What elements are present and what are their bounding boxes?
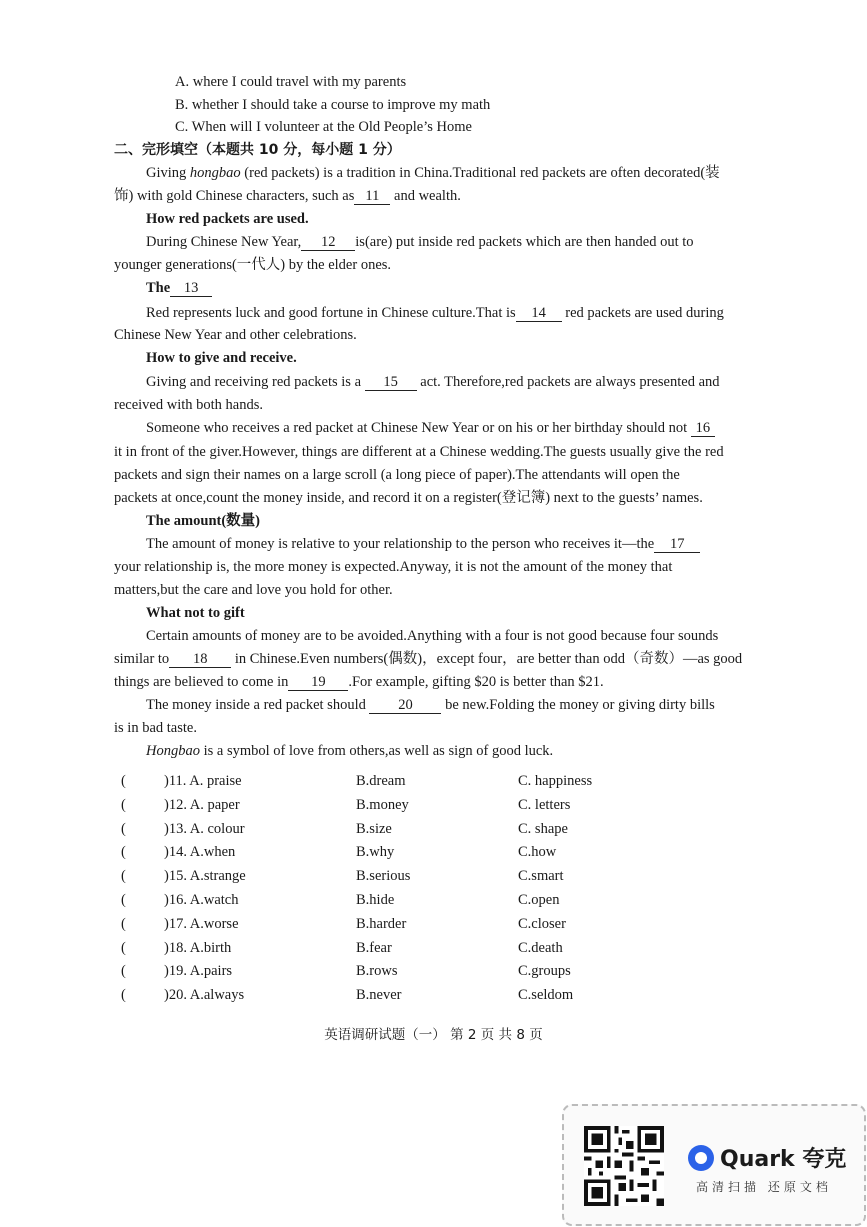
- passage-line: it in front of the giver.However, things are different at a Chinese wedding.The guests usually give the red: [114, 444, 724, 460]
- option-a: )11. A. praise: [164, 773, 242, 789]
- blank-11: 11: [354, 189, 390, 205]
- passage-line: things are believed to come in 19 .For example, gifting $20 is better than $21.: [114, 674, 604, 690]
- blank-19: 19: [288, 675, 348, 691]
- passage-line: Certain amounts of money are to be avoided.Anything with a four is not good because four sounds: [146, 628, 719, 644]
- option-c: C.smart: [518, 868, 564, 884]
- option-a: )14. A.when: [164, 844, 236, 860]
- option-b: B.harder: [356, 916, 407, 932]
- subheading-the: The 13: [146, 279, 212, 297]
- blank-14: 14: [516, 306, 562, 322]
- passage-line: 饰) with gold Chinese characters, such as 11 and wealth.: [114, 188, 461, 204]
- blank-20: 20: [369, 698, 441, 714]
- option-c: C.how: [518, 844, 557, 860]
- option-b: B.why: [356, 844, 395, 860]
- passage-line: your relationship is, the more money is expected.Anyway, it is not the amount of the money that: [114, 559, 673, 575]
- option-a: )15. A.strange: [164, 868, 246, 884]
- blank-12: 12: [301, 235, 355, 251]
- option-b: B.fear: [356, 940, 392, 956]
- section-title: 二、完形填空（本题共 10 分，每小题 1 分）: [114, 142, 401, 158]
- option-a: )19. A.pairs: [164, 963, 233, 979]
- answer-paren: (: [121, 892, 126, 908]
- option-b: B.dream: [356, 773, 406, 789]
- option-c: C. shape: [518, 821, 568, 837]
- quark-watermark: [562, 1104, 866, 1226]
- option-b: B.hide: [356, 892, 395, 908]
- passage-line: Someone who receives a red packet at Chinese New Year or on his or her birthday should not 16: [146, 419, 715, 437]
- prev-option-c: C. When will I volunteer at the Old People’s Home: [175, 119, 472, 135]
- passage-line: similar to 18 in Chinese.Even numbers(偶数)，except four，are better than odd（奇数）—as good: [114, 651, 743, 667]
- blank-13: 13: [170, 281, 212, 297]
- passage-line: Giving and receiving red packets is a 15 act. Therefore,red packets are always presented and: [146, 374, 720, 390]
- option-b: B.serious: [356, 868, 411, 884]
- answer-paren: (: [121, 797, 126, 813]
- option-a: )12. A. paper: [164, 797, 240, 813]
- quark-circle-icon: [688, 1145, 714, 1171]
- passage-line: The money inside a red packet should 20 be new.Folding the money or giving dirty bills: [146, 697, 715, 713]
- passage-line: received with both hands.: [114, 397, 263, 413]
- subheading-give: How to give and receive.: [146, 350, 297, 366]
- option-c: C. letters: [518, 797, 571, 813]
- answer-paren: (: [121, 963, 126, 979]
- option-c: C.groups: [518, 963, 571, 979]
- quark-logo: [688, 1142, 846, 1173]
- option-c: C.closer: [518, 916, 566, 932]
- page-footer: 英语调研试题（一） 第 2 页 共 8 页: [324, 1027, 543, 1043]
- passage-line: packets at once,count the money inside, and record it on a register(登记簿) next to the guests’ names.: [114, 490, 703, 506]
- blank-16: 16: [691, 421, 715, 437]
- subheading-gift: What not to gift: [146, 605, 245, 621]
- blank-17: 17: [654, 537, 700, 553]
- passage-line: Chinese New Year and other celebrations.: [114, 327, 357, 343]
- option-c: C. happiness: [518, 773, 593, 789]
- option-c: C.open: [518, 892, 560, 908]
- answer-paren: (: [121, 844, 126, 860]
- passage-line: younger generations(一代人) by the elder ones.: [114, 257, 392, 273]
- option-a: )17. A.worse: [164, 916, 239, 932]
- answer-paren: (: [121, 987, 126, 1003]
- option-b: B.never: [356, 987, 402, 1003]
- answer-paren: (: [121, 868, 126, 884]
- answer-paren: (: [121, 916, 126, 932]
- option-b: B.size: [356, 821, 392, 837]
- prev-option-a: A. where I could travel with my parents: [175, 74, 407, 90]
- passage-line: Red represents luck and good fortune in Chinese culture.That is 14 red packets are used during: [146, 305, 724, 321]
- quark-brand: Quark 夸克: [720, 1147, 847, 1172]
- passage-line: packets and sign their names on a large scroll (a long piece of paper).The attendants will open the: [114, 467, 680, 483]
- blank-18: 18: [169, 652, 231, 668]
- option-a: )20. A.always: [164, 987, 245, 1003]
- passage-line: Hongbao is a symbol of love from others,as well as sign of good luck.: [146, 743, 554, 759]
- passage-line: Giving hongbao (red packets) is a tradition in China.Traditional red packets are often decorated(装: [146, 165, 720, 181]
- prev-option-b: B. whether I should take a course to improve my math: [175, 97, 491, 113]
- quark-slogan: 高清扫描 还原文档: [696, 1180, 832, 1194]
- subheading-amount: The amount(数量): [146, 513, 260, 529]
- qr-code-icon: [584, 1126, 664, 1206]
- option-a: )13. A. colour: [164, 821, 245, 837]
- option-c: C.death: [518, 940, 563, 956]
- option-b: B.rows: [356, 963, 398, 979]
- subheading-used: How red packets are used.: [146, 211, 309, 227]
- option-a: )18. A.birth: [164, 940, 232, 956]
- passage-line: During Chinese New Year, 12 is(are) put inside red packets which are then handed out to: [146, 234, 694, 250]
- option-c: C.seldom: [518, 987, 574, 1003]
- option-a: )16. A.watch: [164, 892, 239, 908]
- answer-paren: (: [121, 940, 126, 956]
- answer-paren: (: [121, 821, 126, 837]
- passage-line: is in bad taste.: [114, 720, 197, 736]
- blank-15: 15: [365, 375, 417, 391]
- passage-line: The amount of money is relative to your relationship to the person who receives it—the 17: [146, 535, 700, 553]
- option-b: B.money: [356, 797, 409, 813]
- passage-line: matters,but the care and love you hold for other.: [114, 582, 393, 598]
- answer-paren: (: [121, 773, 126, 789]
